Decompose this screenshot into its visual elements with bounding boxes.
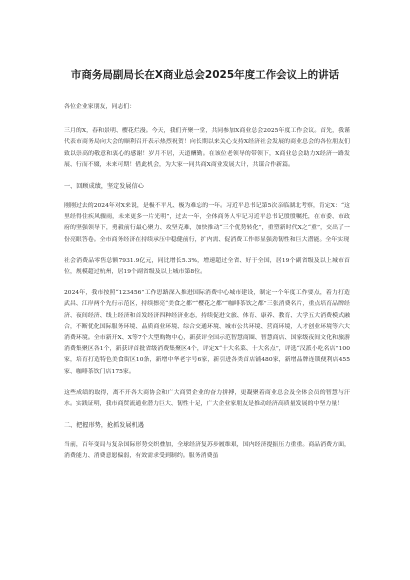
- section1-paragraph-2: 社会消费品零售总额7931.9亿元，同比增长5.3%，增速超过全省、好于全国，居19个副省级及以上城市首位，规模超过杭州，居19个副省级及以上城市第8位。: [64, 257, 350, 276]
- intro-paragraph: 三月的X，春和景明、樱花烂漫。今天，我们齐聚一堂，共同参加X商业总会2025年度工作会议。首先，我谨代表市商务局向大会的顺利召开表示热烈祝贺！向长期以来关心支持X经济社会发展的商业总会的各位朋友们致以崇高的敬意和衷心的感谢！岁月不居，天道酬勤。在该位老领导的带领下，X商业总会助力X经济一路发展、行而不辍，未来可期！借此机会，为大家一同共商X商业发展大计，共谋合作新篇。: [64, 128, 350, 168]
- section2-paragraph-1: 当前，百年变局与复杂国际形势交织叠加，全球经济复苏步履维艰，国内经济提振压力重重。商品消费方面，消费能力、消费意愿偏弱，有效需求受到制约。服务消费虽: [64, 442, 350, 460]
- section-heading-1: 一、回顾成绩，坚定发展信心: [64, 183, 144, 191]
- section1-paragraph-4: 这些成绩的取得，离不开各大商协会和广大商贸企业的奋力拼搏，更凝聚着商业总会及全体会员的智慧与汗水。实践证明，我市商贸流通业潜力巨大、韧性十足，广大企业家朋友是推动经济高质量发展的中坚力量！: [64, 389, 350, 408]
- salutation: 各位企业家朋友，同志们：: [64, 104, 136, 110]
- document-body: [64, 102, 350, 473]
- section1-paragraph-3: 2024年，我市按照“123456”工作思路深入推进国际消费中心城市建设，制定一个年度工作要点，着力打造武昌、江岸两个先行示范区，持续擦亮“美食之都”“樱花之都”“咖啡茶饮之都”三张消费名片，重点培育品牌经济、夜间经济、线上经济和首发经济四种经济业态，持续促进文旅、体育、康养、教育、大学五大消费模式融合，不断优化国际服务环境、品质商业环境、综合交通环境、城市公共环境、营商环境，人才创业环境等六大消费环境。全市新开X、X等7个大型购物中心，新获评全国示范智慧商圈、智慧商店、国家级夜间文化和旅游消费集聚区各1个，新获评首批省级消费集聚区4个，评定X“十大名菜、十大名点”，评选“汉派小吃名店”100家，培育打造特色美食街区10条，新增中华老字号6家，新引进各类首店铺480家，新增品牌连锁便利店455家、咖啡茶饮门店175家。: [64, 290, 350, 375]
- document-title: 市商务局副局长在X商业总会2025年度工作会议上的讲话: [70, 69, 340, 81]
- section1-paragraph-1: 刚刚过去的2024年对X来说，是极不平凡、极为难忘的一年。习近平总书记第5次亲临湖北考察，肯定X：“这里经得住疾风骤雨，未来更多一片光明”，过去一年，全体商务人牢记习近平总书记殷殷嘱托，在市委、市政府的坚强领导下，勇毅前行最心聚力、攻坚克难，加快推动“三个优势转化”，重塑新时代X之“重”，交出了一份亮眼答卷。全市商务经济在持续承压中稳健前行，扩内需、促消费工作彰显强劲韧性和巨大潜能。全年实现: [64, 203, 350, 243]
- section-heading-2: 二、把握形势，抢抓发展机遇: [64, 422, 144, 430]
